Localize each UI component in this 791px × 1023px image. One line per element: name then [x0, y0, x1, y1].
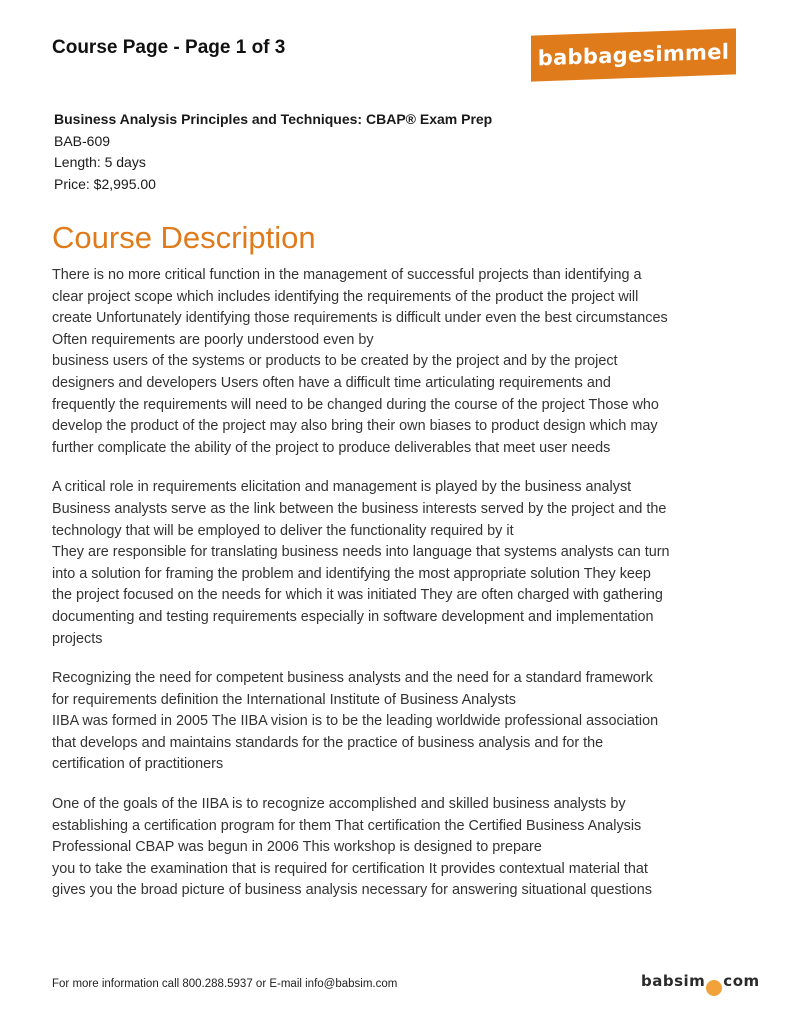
course-title: Business Analysis Principles and Techniques: CBAP® Exam Prep — [54, 111, 493, 127]
description-line: create Unfortunately identifying those requirements is difficult under even the best circumstances — [52, 310, 668, 327]
description-paragraph — [52, 477, 732, 650]
description-line: IIBA was formed in 2005 The IIBA vision is to be the leading worldwide professional association — [52, 713, 659, 730]
footer-logo-right: com — [723, 972, 760, 990]
description-line: establishing a certification program for them That certification the Certified Business Analysis — [52, 817, 642, 834]
babbagesimmel-logo — [531, 28, 736, 81]
course-info-block — [54, 109, 492, 195]
description-line: Recognizing the need for competent business analysts and the need for a standard framework — [52, 670, 653, 687]
footer-logo-left: babsim — [641, 972, 706, 990]
babsim-footer-logo — [641, 972, 760, 996]
page-header-title: Course Page - Page 1 of 3 — [52, 37, 286, 58]
description-line: projects — [52, 630, 103, 647]
description-line: frequently the requirements will need to be changed during the course of the project Those who — [52, 396, 659, 413]
description-line: Business analysts serve as the link between the business interests served by the project and the — [52, 500, 667, 517]
description-line: There is no more critical function in the management of successful projects than identifying a — [52, 267, 642, 283]
description-line: They are responsible for translating business needs into language that systems analysts can turn — [52, 544, 670, 561]
description-line: technology that will be employed to deliver the functionality required by it — [52, 522, 514, 539]
description-line: that develops and maintains standards for the practice of business analysis and for the — [52, 734, 604, 751]
description-line: designers and developers Users often have a difficult time articulating requirements and — [52, 374, 611, 391]
description-line: documenting and testing requirements especially in software development and implementation — [52, 608, 654, 625]
description-line: certification of practitioners — [52, 756, 224, 773]
logo-text: babbagesimmel — [537, 39, 730, 71]
description-paragraph — [52, 668, 732, 776]
description-line: clear project scope which includes identifying the requirements of the product the project will — [52, 288, 639, 305]
course-price: Price: $2,995.00 — [54, 175, 156, 192]
description-line: develop the product of the project may also bring their own biases to product design which may — [52, 418, 658, 435]
description-line: into a solution for framing the problem and identifying the most appropriate solution They keep — [52, 565, 651, 582]
description-line: One of the goals of the IIBA is to recognize accomplished and skilled business analysts by — [52, 796, 626, 813]
description-line: A critical role in requirements elicitation and management is played by the business analyst — [52, 479, 632, 496]
footer-contact-text: For more information call 800.288.5937 or E-mail info@babsim.com — [52, 978, 398, 990]
description-line: business users of the systems or products to be created by the project and by the project — [52, 353, 618, 370]
description-line: Often requirements are poorly understood even by — [52, 331, 374, 348]
course-description-body — [52, 265, 732, 920]
description-line: Professional CBAP was begun in 2006 This workshop is designed to prepare — [52, 839, 542, 856]
description-line: gives you the broad picture of business analysis necessary for answering situational questions — [52, 882, 652, 899]
section-title: Course Description — [52, 220, 316, 255]
description-line: for requirements definition the International Institute of Business Analysts — [52, 691, 516, 708]
description-paragraph — [52, 265, 732, 459]
course-length: Length: 5 days — [54, 154, 146, 170]
course-code: BAB-609 — [54, 132, 111, 149]
description-line: you to take the examination that is required for certification It provides contextual material that — [52, 860, 648, 877]
description-line: further complicate the ability of the project to produce deliverables that meet user needs — [52, 439, 611, 456]
description-line: the project focused on the needs for which it was initiated They are often charged with gathering — [52, 587, 663, 604]
footer-logo-dot-icon — [706, 980, 722, 996]
description-paragraph — [52, 794, 732, 902]
